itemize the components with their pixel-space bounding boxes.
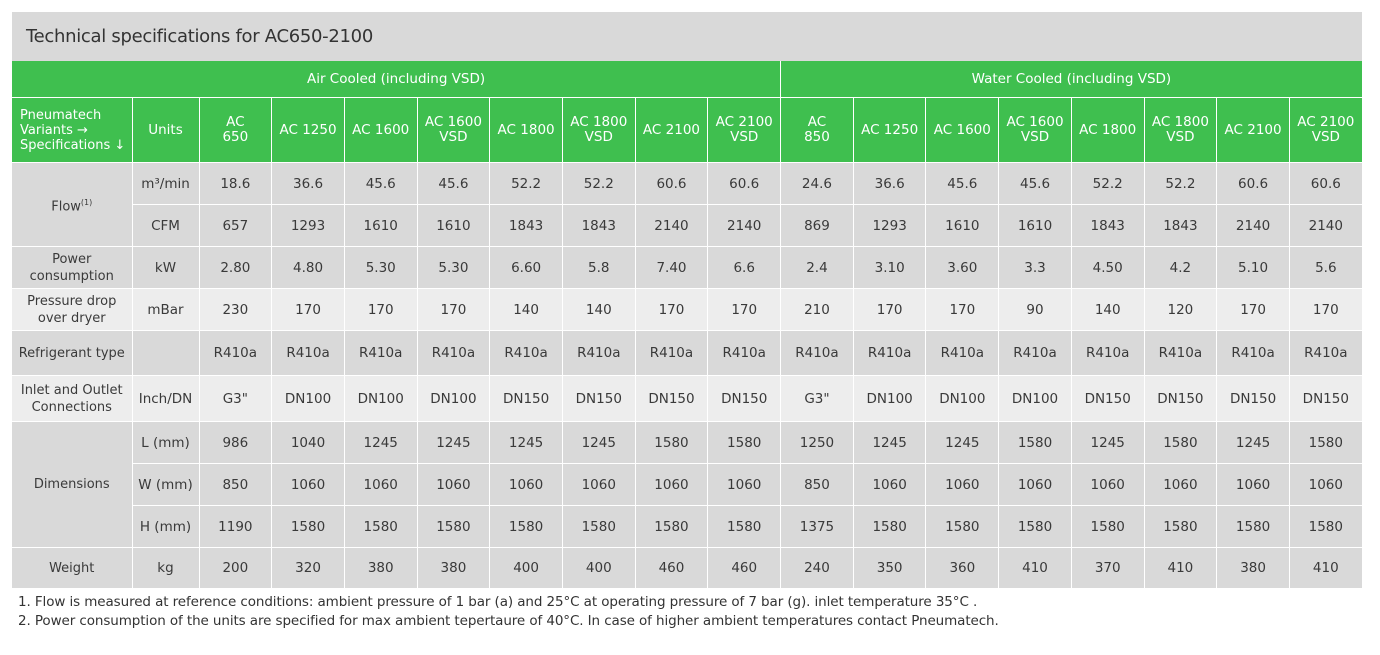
table-title-bar (12, 12, 1362, 61)
value-cell: 460 (708, 548, 781, 589)
value-cell: 170 (1217, 289, 1290, 331)
label-flow (12, 163, 132, 247)
value-cell: 52.2 (1144, 163, 1217, 205)
value-cell: 400 (490, 548, 563, 589)
model-header-6: AC 2100 (635, 98, 708, 163)
model-header-5: AC 1800 VSD (562, 98, 635, 163)
value-cell: 1610 (926, 205, 999, 247)
value-cell: 140 (562, 289, 635, 331)
unit-cell: kW (132, 247, 199, 289)
value-cell: DN150 (490, 376, 563, 422)
value-cell: 1580 (708, 422, 781, 464)
value-cell: 1580 (417, 506, 490, 548)
value-cell: 1060 (344, 464, 417, 506)
value-cell: 1245 (490, 422, 563, 464)
value-cell: 36.6 (853, 163, 926, 205)
footnote-1: 1. Flow is measured at reference conditions: ambient pressure of 1 bar (a) and 25°C at operating pressure of 7 bar (g). inlet temperature 35°C . (18, 594, 978, 610)
value-cell: 1610 (417, 205, 490, 247)
value-cell: 60.6 (1217, 163, 1290, 205)
value-cell: DN100 (999, 376, 1072, 422)
value-cell: DN150 (1289, 376, 1362, 422)
label-dimensions: Dimensions (12, 422, 132, 548)
value-cell: 52.2 (490, 163, 563, 205)
table-row-dim-l (12, 422, 1362, 464)
model-header-2: AC 1600 (344, 98, 417, 163)
value-cell: 1580 (1289, 506, 1362, 548)
value-cell: DN150 (708, 376, 781, 422)
value-cell: 400 (562, 548, 635, 589)
value-cell: 1060 (417, 464, 490, 506)
value-cell: 1580 (1071, 506, 1144, 548)
value-cell: 210 (781, 289, 854, 331)
value-cell: 170 (635, 289, 708, 331)
value-cell: 52.2 (562, 163, 635, 205)
label-refrigerant: Refrigerant type (12, 331, 132, 376)
value-cell: R410a (1217, 331, 1290, 376)
value-cell: 5.10 (1217, 247, 1290, 289)
value-cell: DN150 (1071, 376, 1144, 422)
model-header-10: AC 1600 (926, 98, 999, 163)
table-row-pressure-drop (12, 289, 1362, 331)
value-cell: 170 (417, 289, 490, 331)
value-cell: 1580 (1217, 506, 1290, 548)
value-cell: 1580 (708, 506, 781, 548)
value-cell: DN100 (344, 376, 417, 422)
value-cell: 1843 (562, 205, 635, 247)
value-cell: 1293 (272, 205, 345, 247)
value-cell: 380 (1217, 548, 1290, 589)
value-cell: 380 (417, 548, 490, 589)
value-cell: 1190 (199, 506, 272, 548)
value-cell: 1843 (1144, 205, 1217, 247)
value-cell: 230 (199, 289, 272, 331)
value-cell: 460 (635, 548, 708, 589)
value-cell: 410 (999, 548, 1072, 589)
value-cell: 1245 (853, 422, 926, 464)
value-cell: 360 (926, 548, 999, 589)
value-cell: 170 (1289, 289, 1362, 331)
value-cell: 5.30 (417, 247, 490, 289)
value-cell: DN100 (272, 376, 345, 422)
value-cell: DN150 (1217, 376, 1290, 422)
table-row-refrigerant (12, 331, 1362, 376)
value-cell: 1060 (853, 464, 926, 506)
value-cell: 410 (1289, 548, 1362, 589)
unit-cell: W (mm) (132, 464, 199, 506)
value-cell: R410a (272, 331, 345, 376)
value-cell: 1060 (999, 464, 1072, 506)
value-cell: 3.60 (926, 247, 999, 289)
value-cell: 1580 (635, 506, 708, 548)
value-cell: 170 (926, 289, 999, 331)
value-cell: 45.6 (999, 163, 1072, 205)
value-cell: 1580 (562, 506, 635, 548)
value-cell: 1245 (562, 422, 635, 464)
value-cell: R410a (1071, 331, 1144, 376)
value-cell: 3.3 (999, 247, 1072, 289)
value-cell: 2140 (1217, 205, 1290, 247)
value-cell: 45.6 (926, 163, 999, 205)
value-cell: 1375 (781, 506, 854, 548)
value-cell: 170 (272, 289, 345, 331)
value-cell: R410a (1289, 331, 1362, 376)
model-header-13: AC 1800 VSD (1144, 98, 1217, 163)
value-cell: R410a (853, 331, 926, 376)
value-cell: 2140 (1289, 205, 1362, 247)
model-header-7: AC 2100 VSD (708, 98, 781, 163)
value-cell: 52.2 (1071, 163, 1144, 205)
value-cell: 36.6 (272, 163, 345, 205)
value-cell: 1580 (344, 506, 417, 548)
value-cell: R410a (417, 331, 490, 376)
value-cell: 1580 (853, 506, 926, 548)
value-cell: 1060 (272, 464, 345, 506)
value-cell: 170 (344, 289, 417, 331)
value-cell: 850 (199, 464, 272, 506)
value-cell: 1060 (490, 464, 563, 506)
value-cell: 986 (199, 422, 272, 464)
value-cell: 120 (1144, 289, 1217, 331)
value-cell: 657 (199, 205, 272, 247)
value-cell: 2140 (635, 205, 708, 247)
value-cell: DN100 (417, 376, 490, 422)
value-cell: R410a (926, 331, 999, 376)
units-header: Units (132, 98, 199, 163)
value-cell: DN150 (562, 376, 635, 422)
label-power: Power consumption (12, 247, 132, 289)
value-cell: 5.30 (344, 247, 417, 289)
value-cell: 1610 (999, 205, 1072, 247)
model-header-15: AC 2100 VSD (1289, 98, 1362, 163)
variants-header (12, 98, 132, 163)
value-cell: 1060 (1071, 464, 1144, 506)
value-cell: 1040 (272, 422, 345, 464)
value-cell: 200 (199, 548, 272, 589)
value-cell: 1580 (1144, 422, 1217, 464)
model-header-8: AC 850 (781, 98, 854, 163)
value-cell: 60.6 (708, 163, 781, 205)
unit-cell (132, 331, 199, 376)
value-cell: 4.50 (1071, 247, 1144, 289)
value-cell: 1060 (1289, 464, 1362, 506)
value-cell: 18.6 (199, 163, 272, 205)
value-cell: DN150 (635, 376, 708, 422)
model-header-12: AC 1800 (1071, 98, 1144, 163)
value-cell: 45.6 (344, 163, 417, 205)
value-cell: 869 (781, 205, 854, 247)
value-cell: 1060 (562, 464, 635, 506)
value-cell: 1245 (344, 422, 417, 464)
value-cell: 1580 (490, 506, 563, 548)
value-cell: 4.80 (272, 247, 345, 289)
water-cooled-header: Water Cooled (including VSD) (781, 61, 1363, 98)
table-row-weight (12, 548, 1362, 589)
value-cell: 3.10 (853, 247, 926, 289)
model-header-14: AC 2100 (1217, 98, 1290, 163)
value-cell: 1245 (1217, 422, 1290, 464)
model-header-11: AC 1600 VSD (999, 98, 1072, 163)
unit-cell: m³/min (132, 163, 199, 205)
value-cell: 4.2 (1144, 247, 1217, 289)
variants-line-2: Variants → (20, 122, 88, 138)
model-header-row (12, 98, 1362, 163)
value-cell: 1245 (417, 422, 490, 464)
value-cell: 60.6 (1289, 163, 1362, 205)
model-header-9: AC 1250 (853, 98, 926, 163)
value-cell: DN100 (853, 376, 926, 422)
value-cell: R410a (1144, 331, 1217, 376)
value-cell: 1843 (1071, 205, 1144, 247)
value-cell: 1060 (926, 464, 999, 506)
value-cell: 7.40 (635, 247, 708, 289)
model-header-1: AC 1250 (272, 98, 345, 163)
value-cell: DN150 (1144, 376, 1217, 422)
value-cell: 140 (490, 289, 563, 331)
value-cell: R410a (490, 331, 563, 376)
value-cell: 1580 (635, 422, 708, 464)
unit-cell: mBar (132, 289, 199, 331)
unit-cell: kg (132, 548, 199, 589)
value-cell: 370 (1071, 548, 1144, 589)
table-row-dim-h (12, 506, 1362, 548)
value-cell: 24.6 (781, 163, 854, 205)
value-cell: 380 (344, 548, 417, 589)
value-cell: 850 (781, 464, 854, 506)
value-cell: 2.4 (781, 247, 854, 289)
value-cell: 140 (1071, 289, 1144, 331)
air-cooled-header: Air Cooled (including VSD) (12, 61, 781, 98)
value-cell: 1293 (853, 205, 926, 247)
label-weight: Weight (12, 548, 132, 589)
value-cell: 1580 (272, 506, 345, 548)
value-cell: 1580 (926, 506, 999, 548)
value-cell: DN100 (926, 376, 999, 422)
unit-cell: L (mm) (132, 422, 199, 464)
value-cell: R410a (635, 331, 708, 376)
table-row-flow-cfm (12, 205, 1362, 247)
value-cell: 410 (1144, 548, 1217, 589)
page-title: Technical specifications for AC650-2100 (26, 26, 373, 47)
value-cell: 1580 (1144, 506, 1217, 548)
value-cell: 170 (708, 289, 781, 331)
value-cell: R410a (199, 331, 272, 376)
value-cell: 170 (853, 289, 926, 331)
value-cell: 6.6 (708, 247, 781, 289)
value-cell: G3" (199, 376, 272, 422)
value-cell: 60.6 (635, 163, 708, 205)
value-cell: 90 (999, 289, 1072, 331)
value-cell: R410a (708, 331, 781, 376)
variants-line-1: Pneumatech (20, 107, 102, 123)
unit-cell: Inch/DN (132, 376, 199, 422)
value-cell: 2.80 (199, 247, 272, 289)
model-header-0: AC 650 (199, 98, 272, 163)
value-cell: 1060 (1144, 464, 1217, 506)
flow-footnote-ref: (1) (80, 197, 93, 207)
label-connections: Inlet and Outlet Connections (12, 376, 132, 422)
value-cell: 320 (272, 548, 345, 589)
spec-table (12, 61, 1363, 589)
group-header-row (12, 61, 1362, 98)
value-cell: 5.8 (562, 247, 635, 289)
table-row-connections (12, 376, 1362, 422)
value-cell: R410a (999, 331, 1072, 376)
table-row-dim-w (12, 464, 1362, 506)
footnote-2: 2. Power consumption of the units are specified for max ambient tepertaure of 40°C. In case of higher ambient temperatures contact Pneumatech. (18, 613, 999, 629)
value-cell: 240 (781, 548, 854, 589)
value-cell: 1580 (999, 506, 1072, 548)
value-cell: 1245 (926, 422, 999, 464)
value-cell: 2140 (708, 205, 781, 247)
value-cell: R410a (781, 331, 854, 376)
value-cell: 1843 (490, 205, 563, 247)
value-cell: 1580 (999, 422, 1072, 464)
value-cell: 1060 (635, 464, 708, 506)
label-flow-text: Flow (51, 199, 81, 215)
value-cell: 1060 (1217, 464, 1290, 506)
value-cell: 6.60 (490, 247, 563, 289)
value-cell: 45.6 (417, 163, 490, 205)
label-pressure-drop: Pressure drop over dryer (12, 289, 132, 331)
unit-cell: CFM (132, 205, 199, 247)
variants-line-3: Specifications ↓ (20, 137, 126, 153)
value-cell: 1245 (1071, 422, 1144, 464)
value-cell: R410a (344, 331, 417, 376)
model-header-4: AC 1800 (490, 98, 563, 163)
value-cell: 1250 (781, 422, 854, 464)
table-row-power (12, 247, 1362, 289)
value-cell: R410a (562, 331, 635, 376)
model-header-3: AC 1600 VSD (417, 98, 490, 163)
value-cell: 1060 (708, 464, 781, 506)
value-cell: 350 (853, 548, 926, 589)
table-row-flow-m3 (12, 163, 1362, 205)
value-cell: G3" (781, 376, 854, 422)
unit-cell: H (mm) (132, 506, 199, 548)
value-cell: 1580 (1289, 422, 1362, 464)
value-cell: 1610 (344, 205, 417, 247)
value-cell: 5.6 (1289, 247, 1362, 289)
